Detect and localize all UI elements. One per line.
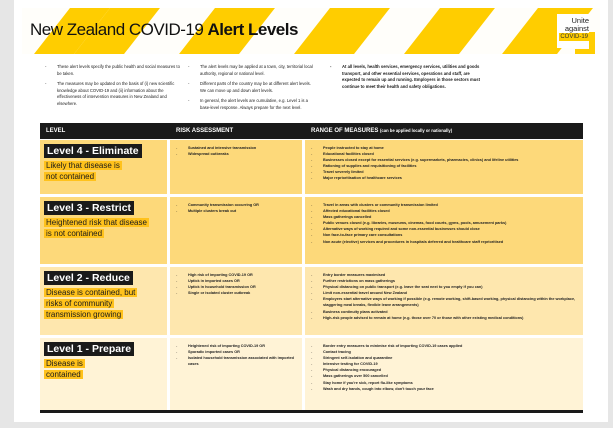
header-range-of-measures	[311, 128, 452, 134]
header-risk-assessment: RISK ASSESSMENT	[176, 128, 234, 134]
risk-item: - Isolated household transmission associated with imported cases	[176, 355, 298, 367]
logo-line1: Unite	[571, 16, 589, 25]
level-description-text: Disease is contained	[46, 359, 83, 379]
measures-cell	[305, 338, 583, 410]
intro-bullet: - In general, the alert levels are cumulative, e.g. Level 1 is a base-level response. Always prepare for the next level.	[188, 98, 318, 111]
risk-cell	[170, 267, 302, 335]
intro-column-2	[188, 64, 318, 115]
logo-line3: COVID-19	[560, 34, 588, 40]
level-name: Level 4 - Eliminate	[44, 144, 142, 158]
measure-item: - Mass gatherings over 500 cancelled	[311, 373, 579, 379]
measure-item: - Employers start alternative ways of working if possible (e.g. remote working, shift-based working, physical distancing within the workplace, staggering meal breaks, flexible leave arrangements)	[311, 296, 579, 308]
level-description-text: Disease is contained, but risks of community transmission growing	[46, 288, 136, 319]
measure-item: - Businesses closed except for essential services (e.g. supermarkets, pharmacies, clinics) and lifeline utilities	[311, 157, 579, 163]
table-row-level-2	[40, 267, 583, 335]
table-row-level-3	[40, 197, 583, 264]
risk-item: - Sustained and intensive transmission	[176, 145, 298, 151]
level-cell	[40, 338, 167, 410]
table-footer-bar	[40, 410, 583, 413]
risk-cell	[170, 338, 302, 410]
measure-item: - Business continuity plans activated	[311, 309, 579, 315]
stripe-decoration	[404, 8, 495, 54]
risk-item: - Widespread outbreaks	[176, 151, 298, 157]
measure-item: - Public venues closed (e.g. libraries, museums, cinemas, food courts, gyms, pools, amusement parks)	[311, 220, 579, 226]
measure-item: - Rationing of supplies and requisitioning of facilities	[311, 163, 579, 169]
title-regular: New Zealand COVID-19	[30, 20, 208, 39]
measure-item: - Wash and dry hands, cough into elbow, don't touch your face	[311, 386, 579, 392]
intro-column-3	[330, 64, 480, 94]
measure-item: - Non face-to-face primary care consultations	[311, 232, 579, 238]
measures-cell	[305, 140, 583, 194]
table-row-level-1	[40, 338, 583, 410]
risk-cell	[170, 140, 302, 194]
measures-cell	[305, 197, 583, 264]
measure-item: - Alternative ways of working required and some non-essential businesses should close	[311, 226, 579, 232]
measure-item: - Non acute (elective) services and procedures in hospitals deferred and healthcare staff reprioritised	[311, 239, 579, 245]
measures-cell	[305, 267, 583, 335]
measure-item: - Affected educational facilities closed	[311, 208, 579, 214]
intro-bullet: - These alert levels specify the public health and social measures to be taken.	[45, 64, 185, 77]
measure-item: - Border entry measures to minimise risk of importing COVID-19 cases applied	[311, 343, 579, 349]
header-measures-note: (can be applied locally or nationally)	[380, 128, 453, 133]
risk-item: - Heightened risk of importing COVID-19 OR	[176, 343, 298, 349]
table-header	[40, 123, 583, 139]
risk-item: - Uptick in household transmission OR	[176, 284, 298, 290]
intro-column-1	[45, 64, 185, 111]
measure-item: - People instructed to stay at home	[311, 145, 579, 151]
title-bold: Alert Levels	[207, 20, 298, 39]
level-cell	[40, 267, 167, 335]
measure-item: - Stringent self-isolation and quarantine	[311, 355, 579, 361]
measure-item: - Travel in areas with clusters or community transmission limited	[311, 202, 579, 208]
risk-item: - Single or isolated cluster outbreak	[176, 290, 298, 296]
risk-item: - Sporadic imported cases OR	[176, 349, 298, 355]
measure-item: - Stay home if you're sick, report flu-like symptoms	[311, 380, 579, 386]
measure-item: - High-risk people advised to remain at home (e.g. those over 70 or those with other existing medical conditions)	[311, 315, 579, 321]
stripe-decoration	[294, 8, 390, 54]
level-cell	[40, 197, 167, 264]
measure-item: - Contact tracing	[311, 349, 579, 355]
measure-item: - Major reprioritisation of healthcare services	[311, 175, 579, 181]
measure-item: - Educational facilities closed	[311, 151, 579, 157]
level-description-text: Likely that disease is not contained	[46, 161, 120, 181]
page-title	[30, 20, 298, 40]
measure-item: - Intensive testing for COVID-19	[311, 361, 579, 367]
level-description	[44, 160, 124, 182]
risk-item: - Uptick in imported cases OR	[176, 278, 298, 284]
level-name: Level 2 - Reduce	[44, 271, 133, 285]
measure-item: - Limit non-essential travel around New Zealand	[311, 290, 579, 296]
measure-item: - Further restrictions on mass gatherings	[311, 278, 579, 284]
level-name: Level 1 - Prepare	[44, 342, 134, 356]
measure-item: - Mass gatherings cancelled	[311, 214, 579, 220]
level-description	[44, 287, 152, 320]
risk-item: - Community transmission occurring OR	[176, 202, 298, 208]
risk-item: - Multiple clusters break out	[176, 208, 298, 214]
intro-bullet: - The measures may be updated on the basis of (i) new scientific knowledge about COVID-19 and (ii) information about the effectiveness of intervention measures in New Zealand and elsewhere.	[45, 81, 185, 107]
intro-bullet: - Different parts of the country may be at different alert levels. We can move up and down alert levels.	[188, 81, 318, 94]
level-description	[44, 358, 94, 380]
unite-against-covid-logo	[557, 14, 595, 54]
level-name: Level 3 - Restrict	[44, 201, 134, 215]
measure-item: - Physical distancing encouraged	[311, 367, 579, 373]
intro-bullet: - The alert levels may be applied at a town, city, territorial local authority, regional or national level.	[188, 64, 318, 77]
measure-item: - Physical distancing on public transport (e.g. leave the seat next to you empty if you can)	[311, 284, 579, 290]
measure-item: - Entry border measures maximised	[311, 272, 579, 278]
intro-bullet: - At all levels, health services, emergency services, utilities and goods transport, and other essential services, operations and staff, are expected to remain up and running. Employers in those sectors must continue to meet their health and safety obligations.	[330, 64, 480, 90]
logo-line2: against	[564, 24, 589, 33]
level-cell	[40, 140, 167, 194]
logo-corner-accent	[575, 49, 595, 54]
level-description	[44, 217, 154, 239]
header-level: LEVEL	[46, 128, 66, 134]
risk-cell	[170, 197, 302, 264]
risk-item: - High risk of importing COVID-19 OR	[176, 272, 298, 278]
table-row-level-4	[40, 140, 583, 194]
level-description-text: Heightened risk that disease is not contained	[46, 218, 147, 238]
header-measures-label: RANGE OF MEASURES	[311, 128, 379, 134]
measure-item: - Travel severely limited	[311, 169, 579, 175]
